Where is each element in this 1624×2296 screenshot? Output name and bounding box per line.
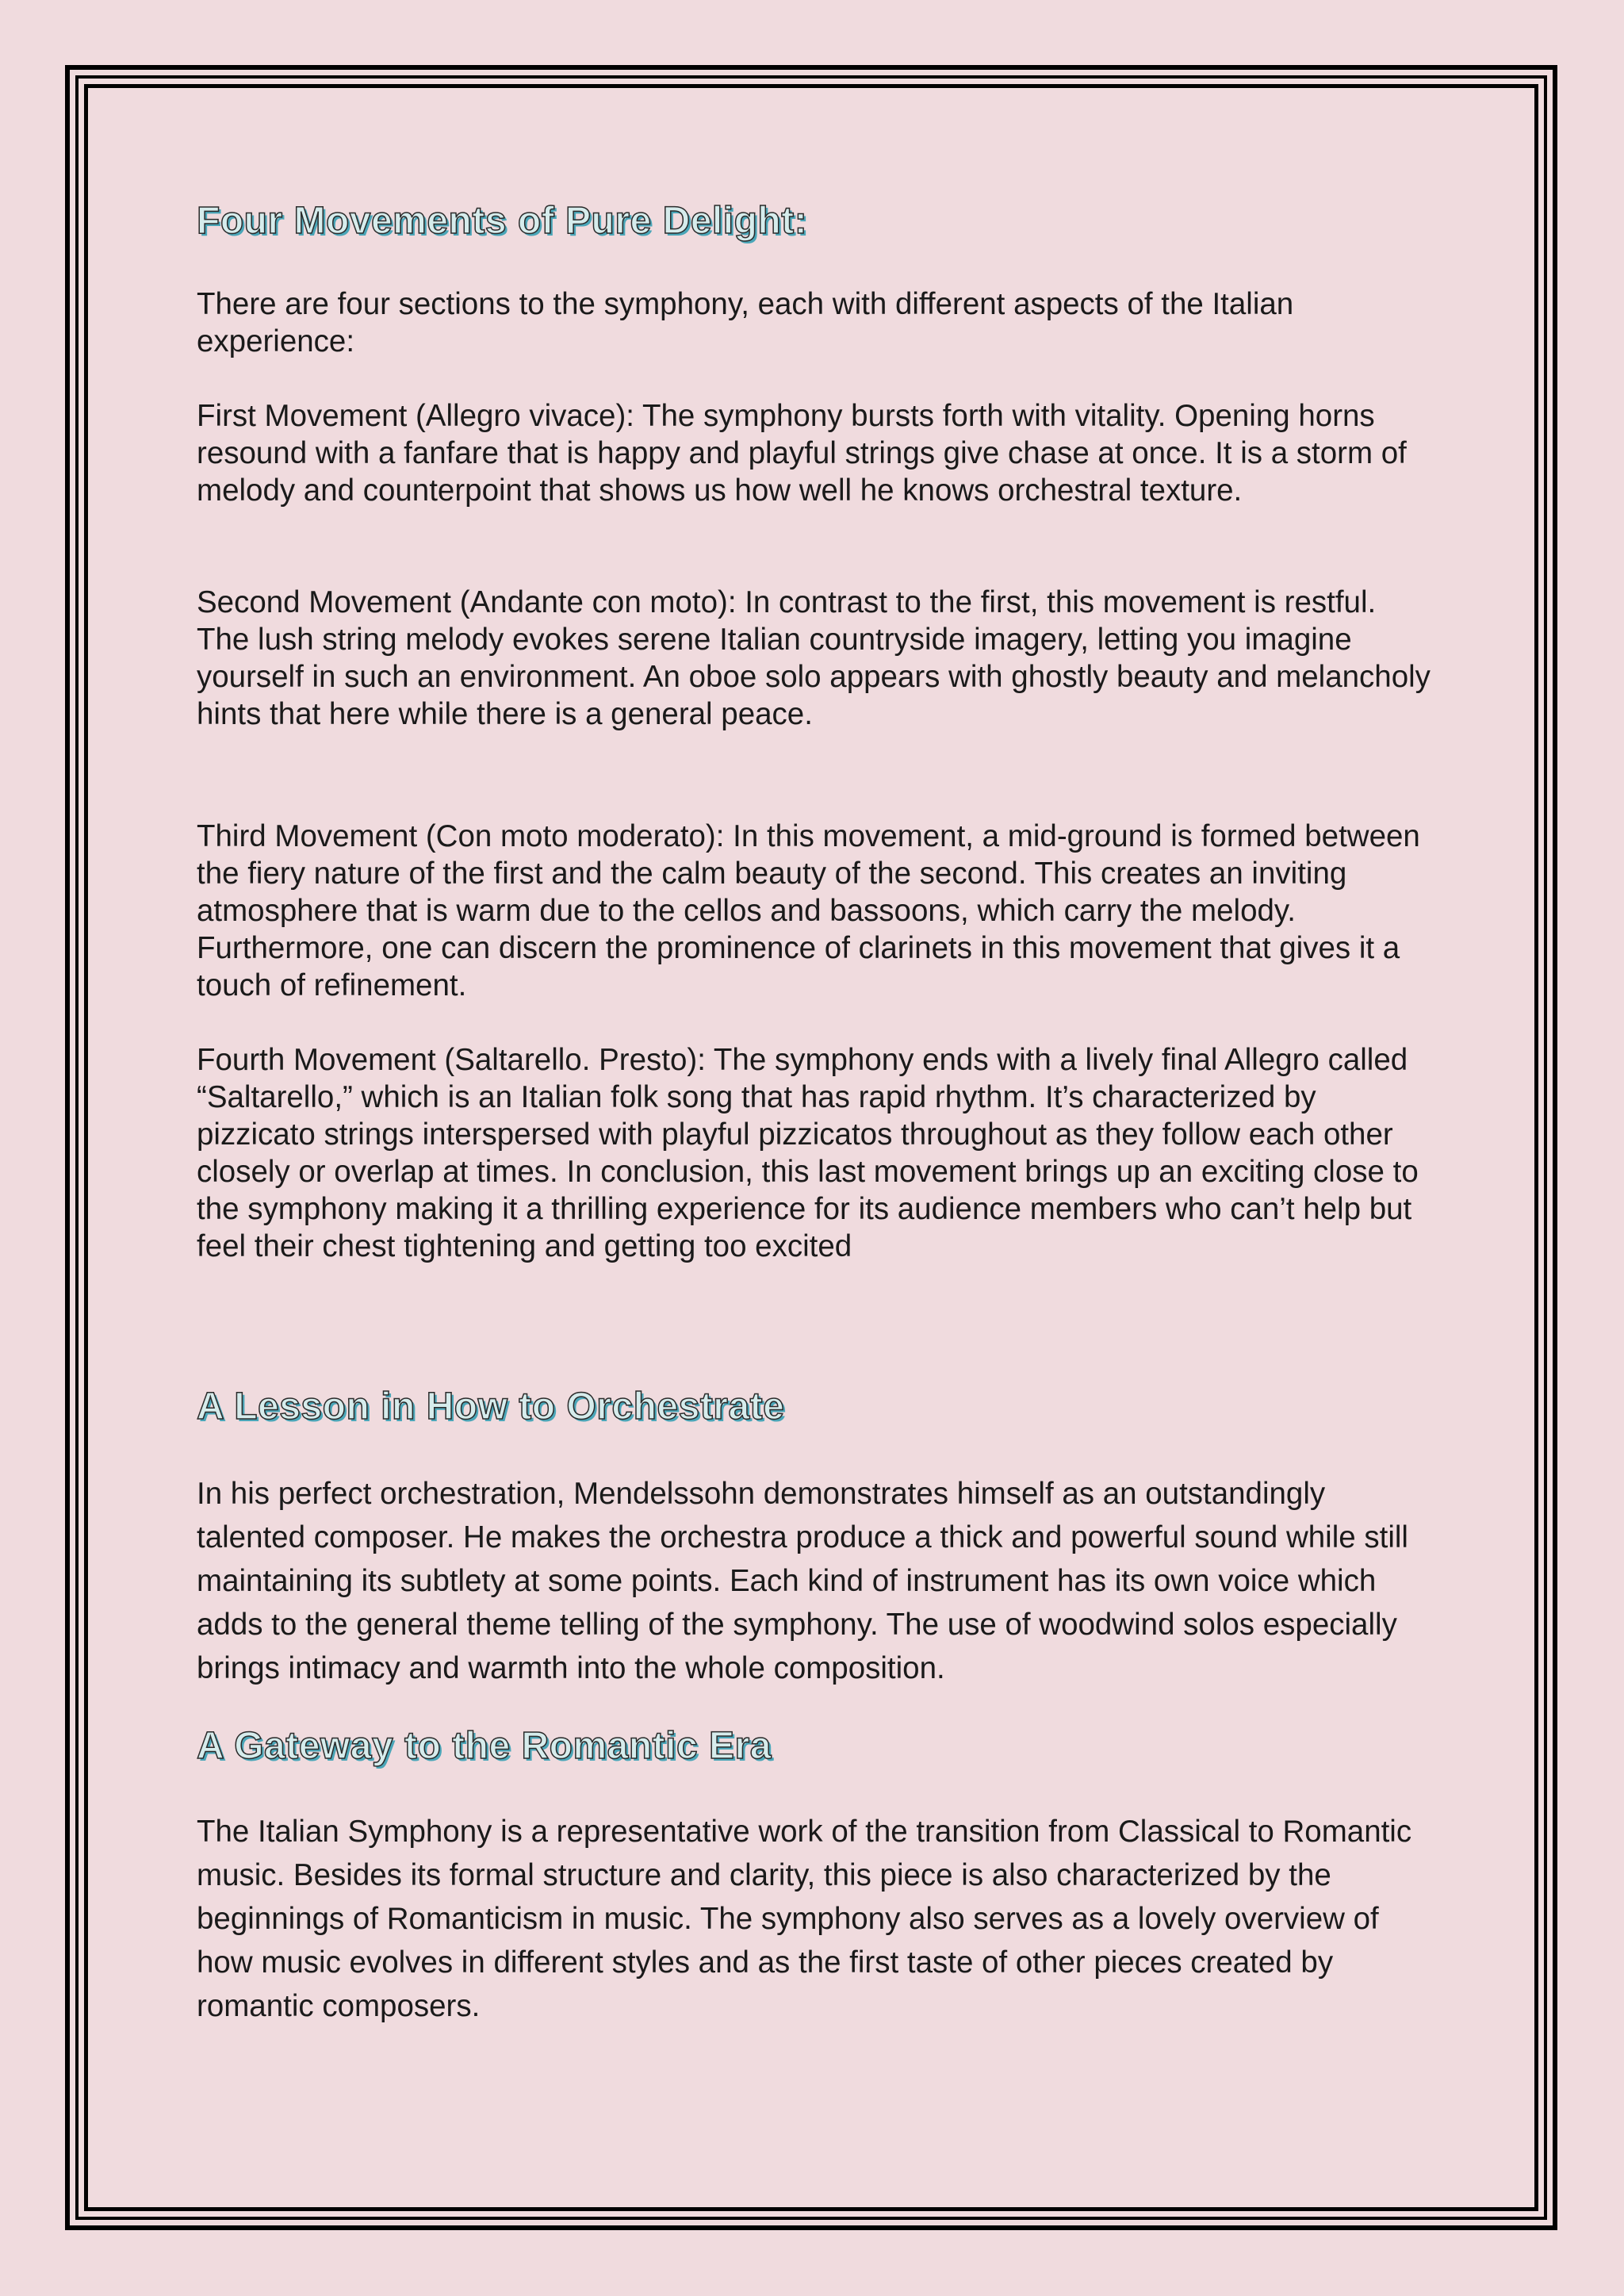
paragraph-intro: There are four sections to the symphony, each with different aspects of the Italian experience: bbox=[197, 287, 1294, 358]
paragraph-fourth-movement: Fourth Movement (Saltarello. Presto): The symphony ends with a lively final Allegro called “Saltarello,” which is an Italian folk song that has rapid rhythm. It’s characterized by pizzicato strings interspersed with playful pizzicatos throughout as they follow each other closely or overlap at times. In conclusion, this last movement brings up an exciting close to the symphony making it a thrilling experience for its audience members who can’t help but feel their chest tightening and getting too excited bbox=[197, 1043, 1419, 1263]
paragraph-orchestration: In his perfect orchestration, Mendelssohn demonstrates himself as an outstandingly talented composer. He makes the orchestra produce a thick and powerful sound while still maintaining its subtlety at some points. Each kind of instrument has its own voice which adds to the general theme telling of the symphony. The use of woodwind solos especially brings intimacy and warmth into the whole composition. bbox=[197, 1477, 1408, 1685]
section-heading-orchestration: A Lesson in How to Orchestrate bbox=[197, 1386, 785, 1428]
paragraph-second-movement: Second Movement (Andante con moto): In contrast to the first, this movement is restful. The lush string melody evokes serene Italian countryside imagery, letting you imagine yourself in such an environment. An oboe solo appears with ghostly beauty and melancholy hints that here while there is a general peace. bbox=[197, 585, 1431, 731]
paragraph-romantic: The Italian Symphony is a representative work of the transition from Classical to Romantic music. Besides its formal structure and clarity, this piece is also characterized by the beginnings of Romanticism in music. The symphony also serves as a lovely overview of how music evolves in different styles and as the first taste of other pieces created by romantic composers. bbox=[197, 1815, 1412, 2023]
paragraph-first-movement: First Movement (Allegro vivace): The symphony bursts forth with vitality. Opening horns resound with a fanfare that is happy and playful strings give chase at once. It is a storm of melody and counterpoint that shows us how well he knows orchestral texture. bbox=[197, 399, 1407, 508]
section-heading-romantic: A Gateway to the Romantic Era bbox=[197, 1725, 772, 1767]
paragraph-third-movement: Third Movement (Con moto moderato): In this movement, a mid-ground is formed between the fiery nature of the first and the calm beauty of the second. This creates an inviting atmosphere that is warm due to the cellos and bassoons, which carry the melody. Furthermore, one can discern the prominence of clarinets in this movement that gives it a touch of refinement. bbox=[197, 819, 1420, 1002]
section-heading-movements: Four Movements of Pure Delight: bbox=[197, 200, 808, 242]
